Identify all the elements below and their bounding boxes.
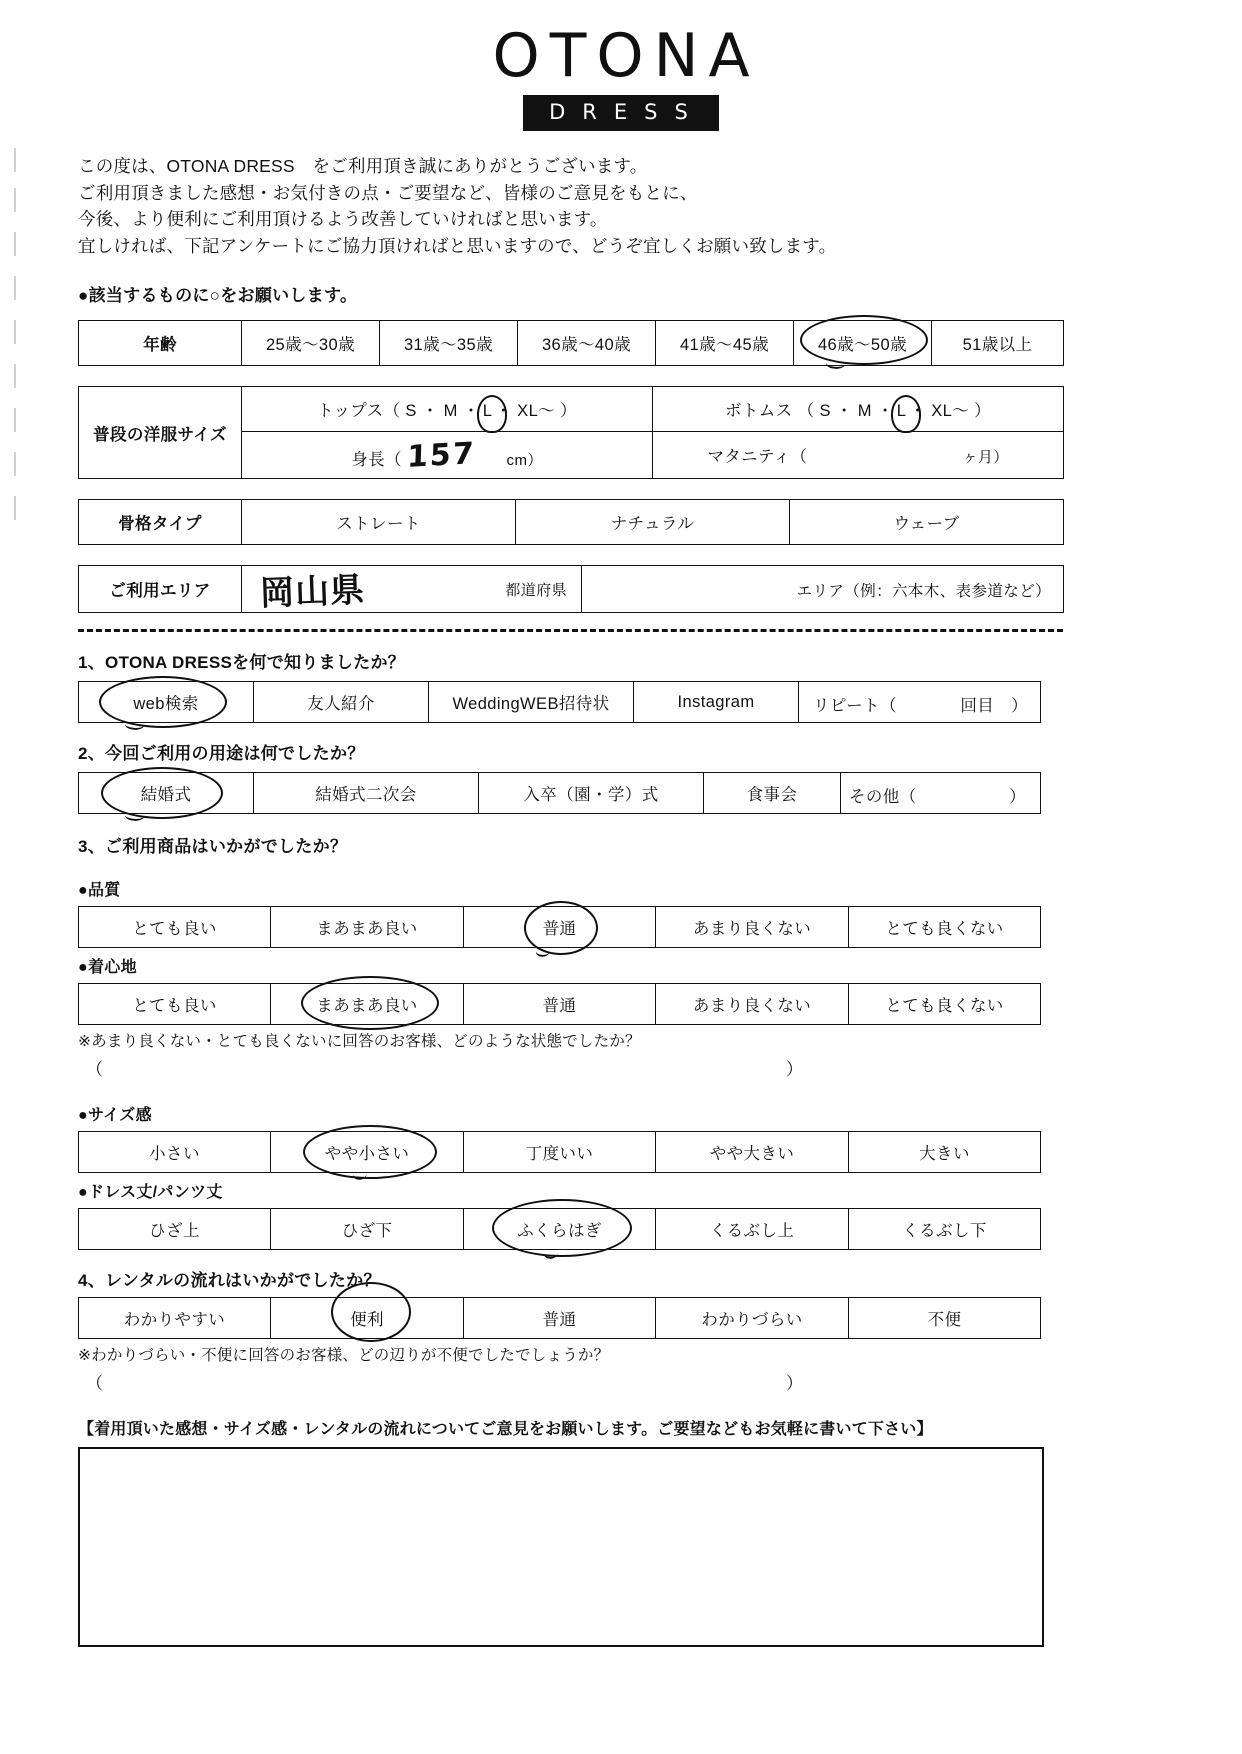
- intro-line-4: 宜しければ、下記アンケートにご協力頂ければと思いますので、どうぞ宜しくお願い致します。: [78, 235, 837, 256]
- q1-repeat-suffix: 回目 ）: [960, 697, 1028, 715]
- brand-subname: DRESS: [523, 95, 719, 131]
- q3-length-option-4[interactable]: くるぶし下: [849, 1209, 1041, 1250]
- pen-tail-mark: [124, 717, 145, 732]
- q3-fit-table: [78, 1131, 1041, 1173]
- table-row: [79, 1298, 1041, 1339]
- tops-size-suffix: ・ XL〜 ）: [495, 402, 577, 420]
- section-divider: [78, 629, 1063, 632]
- brand-logo: [0, 0, 1242, 131]
- q3-length-table: [78, 1208, 1041, 1250]
- q4-paren-open: （: [86, 1374, 103, 1393]
- q4-note: ※わかりづらい・不便に回答のお客様、どの辺りが不便でしたでしょうか？: [78, 1347, 610, 1364]
- table-row: [79, 500, 1064, 545]
- q3-length-label: ●ドレス丈/パンツ丈: [78, 1184, 223, 1201]
- area-table: [78, 565, 1064, 613]
- height-label: 身長（: [351, 450, 402, 469]
- tops-size-prefix: トップス（ S ・ M ・: [317, 402, 480, 420]
- frame-type-label: 骨格タイプ: [79, 500, 242, 545]
- q3-fit-label: ●サイズ感: [78, 1107, 152, 1124]
- q4-option-0[interactable]: わかりやすい: [79, 1298, 271, 1339]
- q2-option-4[interactable]: [841, 773, 1041, 814]
- area-detail-label: エリア（例：六本木、表参道など）: [796, 583, 1051, 600]
- table-row: [79, 907, 1041, 948]
- q1-table: [78, 681, 1041, 723]
- age-option-2[interactable]: 36歳〜40歳: [518, 321, 656, 366]
- q3-length-option-3[interactable]: くるぶし上: [656, 1209, 849, 1250]
- height-unit: cm）: [506, 451, 543, 469]
- q3-comfort-option-2[interactable]: 普通: [464, 984, 656, 1025]
- q3-fit-option-3[interactable]: やや大きい: [656, 1132, 849, 1173]
- age-option-4-label: 46歳〜50歳: [817, 336, 907, 354]
- maternity-unit: ヶ月）: [962, 449, 1009, 466]
- table-row: [79, 1209, 1041, 1250]
- intro-line-2: ご利用頂きました感想・お気付きの点・ご要望など、皆様のご意見をもとに、: [78, 182, 698, 203]
- q3-fit-option-0[interactable]: 小さい: [79, 1132, 271, 1173]
- scan-edge-mark: [14, 148, 16, 172]
- area-detail-cell[interactable]: [582, 566, 1064, 613]
- frame-type-table: [78, 499, 1064, 545]
- q3-length-option-0[interactable]: ひざ上: [79, 1209, 271, 1250]
- maternity-cell[interactable]: [653, 432, 1064, 479]
- q2-option-0-label: 結婚式: [140, 786, 192, 804]
- q2-title: 2、今回ご利用の用途は何でしたか？: [78, 744, 365, 763]
- q3-length-option-2[interactable]: [464, 1209, 656, 1250]
- scan-edge-mark: [14, 364, 16, 388]
- q4-free-text[interactable]: [86, 1369, 826, 1394]
- q1-option-1[interactable]: 友人紹介: [254, 682, 429, 723]
- age-option-1[interactable]: 31歳〜35歳: [380, 321, 518, 366]
- clothing-size-table: [78, 386, 1064, 479]
- q2-other-suffix: ）: [1009, 788, 1026, 806]
- scan-edge-mark: [14, 232, 16, 256]
- age-option-5[interactable]: 51歳以上: [932, 321, 1064, 366]
- q4-option-4[interactable]: 不便: [849, 1298, 1041, 1339]
- scan-edge-mark: [14, 496, 16, 520]
- q4-option-2[interactable]: 普通: [464, 1298, 656, 1339]
- frame-option-1[interactable]: ナチュラル: [516, 500, 790, 545]
- q3-fit-option-1[interactable]: [271, 1132, 464, 1173]
- intro-line-1: この度は、OTONA DRESS をご利用頂き誠にありがとうございます。: [78, 156, 648, 176]
- q1-option-0-label: web検索: [133, 695, 199, 713]
- q3-quality-option-0[interactable]: とても良い: [79, 907, 271, 948]
- pen-tail-mark: [124, 808, 145, 823]
- age-option-3[interactable]: 41歳〜45歳: [656, 321, 794, 366]
- intro-line-3: 今後、より便利にご利用頂けるよう改善していければと思います。: [78, 209, 608, 229]
- q3-quality-option-2-label: 普通: [542, 920, 577, 938]
- brand-name: OTONA: [492, 21, 760, 91]
- q1-option-2[interactable]: WeddingWEB招待状: [429, 682, 634, 723]
- frame-option-0[interactable]: ストレート: [242, 500, 516, 545]
- bottoms-size-cell[interactable]: [653, 387, 1064, 432]
- pen-tail-mark: [543, 1246, 559, 1260]
- table-row: [79, 566, 1064, 613]
- q4-option-3[interactable]: わかりづらい: [656, 1298, 849, 1339]
- scan-edge-mark: [14, 452, 16, 476]
- q3-length-option-2-label: ふくらはぎ: [517, 1222, 602, 1240]
- q3-quality-option-2[interactable]: [464, 907, 656, 948]
- q3-comfort-label: ●着心地: [78, 959, 137, 976]
- prefecture-value: 岡山県: [259, 570, 366, 614]
- q2-option-0[interactable]: [79, 773, 254, 814]
- q3-quality-option-3[interactable]: あまり良くない: [656, 907, 849, 948]
- scan-edge-mark: [14, 276, 16, 300]
- table-row: [79, 1132, 1041, 1173]
- table-row: [79, 773, 1041, 814]
- height-cell[interactable]: [242, 432, 653, 479]
- q3-title: 3、ご利用商品はいかがでしたか？: [78, 837, 348, 856]
- bottoms-selected-size: L: [894, 402, 910, 421]
- bottoms-size-suffix: ・ XL〜 ）: [909, 402, 991, 420]
- maternity-label: マタニティ（: [707, 448, 808, 466]
- age-option-4[interactable]: [794, 321, 932, 366]
- q3-quality-option-1[interactable]: まあまあ良い: [271, 907, 464, 948]
- q3-length-option-1[interactable]: ひざ下: [271, 1209, 464, 1250]
- q2-other-label: その他（: [849, 788, 917, 806]
- q1-option-4[interactable]: [799, 682, 1041, 723]
- q3-quality-table: [78, 906, 1041, 948]
- age-label: 年齢: [79, 321, 242, 366]
- age-table: [78, 320, 1064, 366]
- q3-comfort-note: ※あまり良くない・とても良くないに回答のお客様、どのような状態でしたか？: [78, 1033, 641, 1050]
- table-row: [79, 321, 1064, 366]
- circle-instruction: ●該当するものに○をお願いします。: [78, 286, 358, 305]
- scan-edge-mark: [14, 408, 16, 432]
- age-option-0[interactable]: 25歳〜30歳: [242, 321, 380, 366]
- q3-comfort-option-0[interactable]: とても良い: [79, 984, 271, 1025]
- q4-title: 4、レンタルの流れはいかがでしたか？: [78, 1271, 381, 1290]
- pen-tail-mark: [825, 356, 846, 371]
- q4-table: [78, 1297, 1041, 1339]
- q2-option-2[interactable]: 入卒（園・学）式: [479, 773, 704, 814]
- table-row: [79, 984, 1041, 1025]
- q3-quality-option-4[interactable]: とても良くない: [849, 907, 1041, 948]
- comment-title: 【着用頂いた感想・サイズ感・レンタルの流れについてご意見をお願いします。ご要望などもお気軽に書いて下さい】: [78, 1421, 933, 1438]
- q3-fit-option-1-label: やや小さい: [324, 1145, 410, 1163]
- q1-title: 1、OTONA DRESSを何で知りましたか？: [78, 653, 406, 672]
- q3-comfort-option-3[interactable]: あまり良くない: [656, 984, 849, 1025]
- q3-comfort-paren-open: （: [86, 1060, 103, 1079]
- bottoms-size-prefix: ボトムス （ S ・ M ・: [724, 402, 894, 420]
- height-value: 157: [406, 435, 477, 475]
- q4-paren-close: ）: [786, 1374, 803, 1393]
- tops-size-cell[interactable]: [242, 387, 653, 432]
- q3-comfort-free-text[interactable]: [86, 1055, 826, 1080]
- q2-table: [78, 772, 1041, 814]
- q3-quality-label: ●品質: [78, 882, 121, 899]
- q1-option-3[interactable]: Instagram: [634, 682, 799, 723]
- q4-option-1-label: 便利: [350, 1311, 384, 1329]
- tops-selected-size: L: [480, 402, 496, 421]
- q1-option-0[interactable]: [79, 682, 254, 723]
- intro-paragraph: [78, 153, 1242, 259]
- q3-comfort-option-4[interactable]: とても良くない: [849, 984, 1041, 1025]
- q4-option-1[interactable]: [271, 1298, 464, 1339]
- prefecture-label: 都道府県: [505, 582, 567, 599]
- scan-edge-mark: [14, 188, 16, 212]
- table-row: [79, 387, 1064, 432]
- q3-fit-option-4[interactable]: 大きい: [849, 1132, 1041, 1173]
- area-label: ご利用エリア: [79, 566, 242, 613]
- q2-option-3[interactable]: 食事会: [704, 773, 841, 814]
- prefecture-cell[interactable]: [242, 566, 582, 613]
- comment-textarea[interactable]: [78, 1447, 1044, 1647]
- q3-fit-option-2[interactable]: 丁度いい: [464, 1132, 656, 1173]
- q3-comfort-paren-close: ）: [786, 1060, 803, 1079]
- size-label: 普段の洋服サイズ: [79, 387, 242, 479]
- q3-comfort-option-1-label: まあまあ良い: [316, 997, 418, 1015]
- q1-repeat-label: リピート（: [813, 697, 897, 715]
- q2-option-1[interactable]: 結婚式二次会: [254, 773, 479, 814]
- q3-comfort-table: [78, 983, 1041, 1025]
- frame-option-2[interactable]: ウェーブ: [790, 500, 1064, 545]
- table-row: [79, 682, 1041, 723]
- scan-edge-mark: [14, 320, 16, 344]
- q3-comfort-option-1[interactable]: [271, 984, 464, 1025]
